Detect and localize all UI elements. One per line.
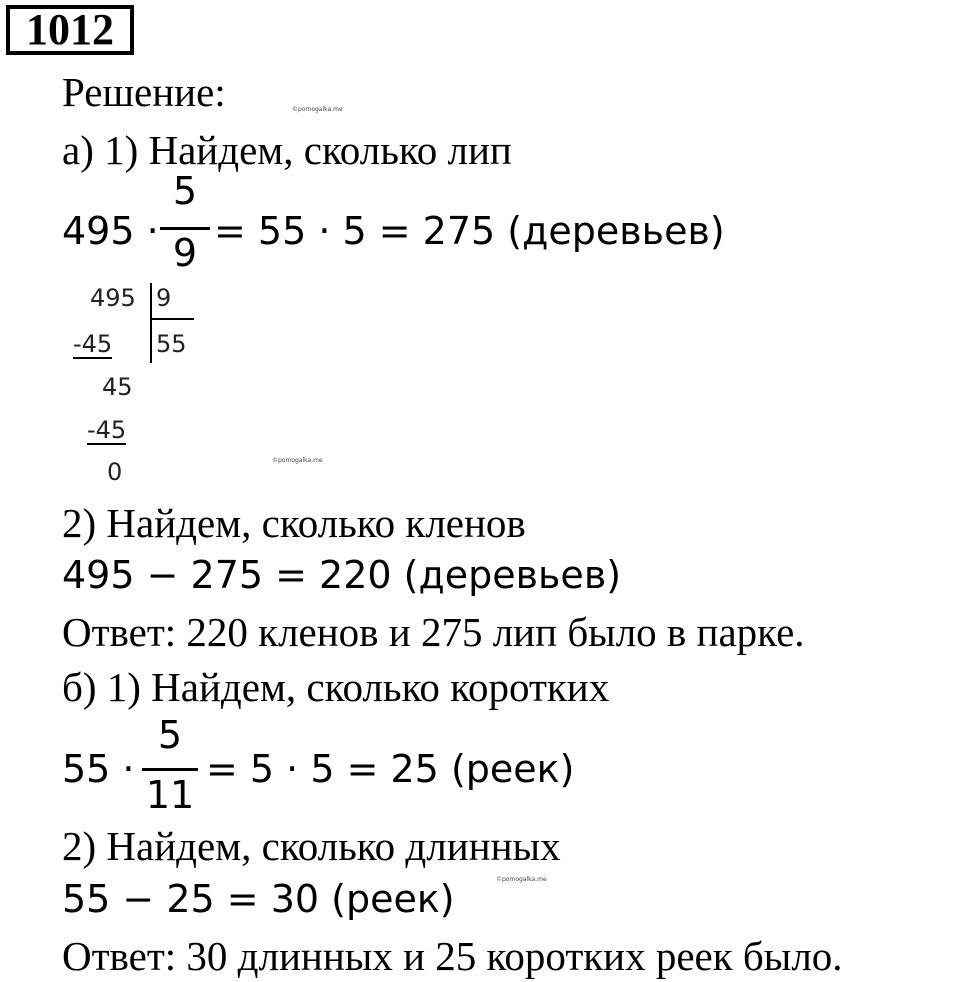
part-b-eq1-fraction-numerator: 5 bbox=[157, 713, 183, 757]
part-a-equation-2: 495 − 275 = 220 (деревьев) bbox=[62, 553, 622, 597]
part-a-answer: Ответ: 220 кленов и 275 лип было в парке. bbox=[62, 609, 805, 655]
division-subtrahend-2: -45 bbox=[87, 416, 127, 444]
part-b-eq1-right: = 5 · 5 = 25 (реек) bbox=[206, 747, 575, 791]
watermark-2: ©pomogalka.me bbox=[272, 457, 323, 464]
solution-heading: Решение: bbox=[62, 69, 226, 115]
division-subtrahend-1: -45 bbox=[73, 330, 113, 358]
task-number-box bbox=[6, 5, 134, 55]
part-b-eq1-fraction-denominator: 11 bbox=[145, 773, 195, 817]
part-b-eq1-fraction bbox=[140, 713, 200, 817]
watermark-1: ©pomogalka.me bbox=[292, 106, 343, 113]
eq1-left: 495 · bbox=[62, 209, 159, 253]
eq1-right: = 55 · 5 = 275 (деревьев) bbox=[214, 209, 725, 253]
part-b-step2-title: 2) Найдем, сколько длинных bbox=[62, 823, 561, 869]
division-divisor: 9 bbox=[156, 284, 172, 312]
division-quotient: 55 bbox=[156, 330, 187, 358]
division-horizontal-line bbox=[152, 318, 194, 320]
division-dividend: 495 bbox=[90, 284, 136, 312]
task-number: 1012 bbox=[26, 5, 114, 54]
eq1-fraction bbox=[158, 169, 212, 275]
part-a-step2-title: 2) Найдем, сколько кленов bbox=[62, 500, 526, 546]
division-remainder-1: 45 bbox=[102, 373, 133, 401]
division-vertical-line bbox=[150, 283, 152, 363]
fraction-bar bbox=[142, 768, 198, 771]
part-b-step1-title: б) 1) Найдем, сколько коротких bbox=[62, 664, 610, 710]
eq1-fraction-numerator: 5 bbox=[172, 169, 198, 213]
part-b-eq1-left: 55 · bbox=[62, 747, 135, 791]
watermark-3: ©pomogalka.me bbox=[496, 876, 547, 883]
division-remainder-2: 0 bbox=[107, 458, 123, 486]
part-b-equation-2: 55 − 25 = 30 (реек) bbox=[62, 877, 455, 921]
part-b-answer: Ответ: 30 длинных и 25 коротких реек было. bbox=[62, 933, 843, 979]
fraction-bar bbox=[160, 227, 210, 230]
part-a-step1-title: а) 1) Найдем, сколько лип bbox=[62, 127, 512, 173]
eq1-fraction-denominator: 9 bbox=[172, 231, 198, 275]
